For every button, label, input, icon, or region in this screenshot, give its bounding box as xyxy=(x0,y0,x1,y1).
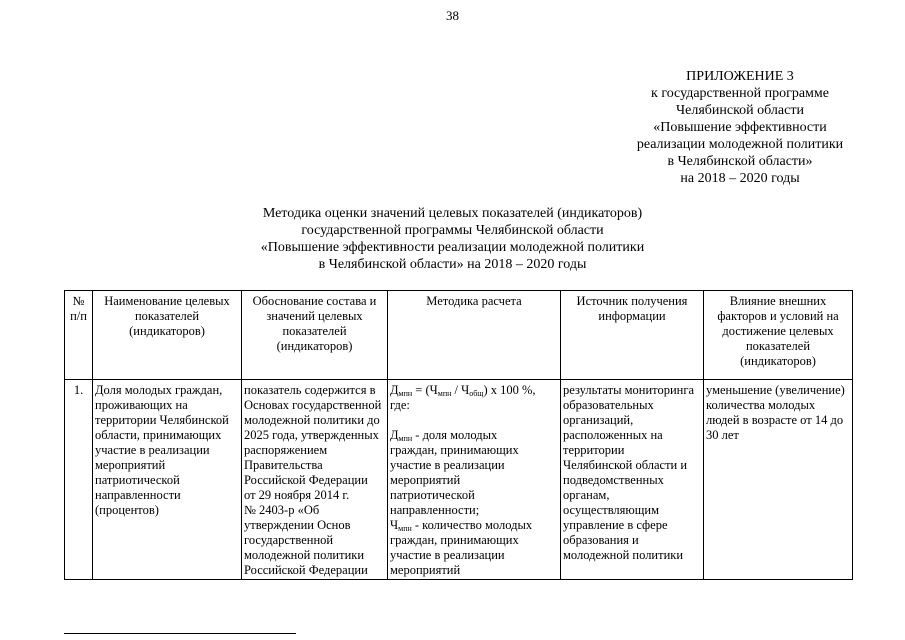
header-source: Источник получения информации xyxy=(561,291,704,380)
table-header-row xyxy=(65,291,853,380)
appendix-heading xyxy=(560,68,905,187)
appendix-line: реализации молодежной политики xyxy=(636,137,844,152)
cell-source: результаты мониторинга образовательных организаций, расположенных на территории Челябинской области и подведомственных органам, осуществляющим управление в сфере образования и молодежной политики xyxy=(561,380,704,580)
appendix-line: на 2018 – 2020 годы xyxy=(680,171,800,186)
header-num: № п/п xyxy=(65,291,93,380)
footnote-separator xyxy=(64,633,296,634)
document-title xyxy=(0,205,905,273)
method-ch-definition: $Ч_{мпн}$ - количество молодых xyxy=(390,518,533,533)
indicators-table xyxy=(64,290,853,580)
cell-num: 1. xyxy=(65,380,93,580)
title-line: Методика оценки значений целевых показателей (индикаторов) xyxy=(262,206,643,221)
header-method: Методика расчета xyxy=(388,291,561,380)
header-basis: Обоснование состава и значений целевых показателей (индикаторов) xyxy=(242,291,388,380)
appendix-line: «Повышение эффективности xyxy=(653,120,827,135)
method-where: где: xyxy=(390,398,410,412)
method-formula: $Д_{мпн} = (Ч_{мпн} / Ч_{общ})$ х 100 %, xyxy=(390,383,536,398)
title-line: «Повышение эффективности реализации молодежной политики xyxy=(260,240,645,255)
appendix-line: в Челябинской области» xyxy=(667,154,813,169)
cell-name: Доля молодых граждан, проживающих на территории Челябинской области, принимающих участие в реализации мероприятий патриотической направленности (процентов) xyxy=(93,380,242,580)
appendix-line: к государственной программе xyxy=(651,86,829,101)
header-name: Наименование целевых показателей (индикаторов) xyxy=(93,291,242,380)
method-d-definition: $Д_{мпн}$ - доля молодых xyxy=(390,428,498,443)
appendix-line: Челябинской области xyxy=(676,103,804,118)
cell-basis: показатель содержится в Основах государственной молодежной политики до 2025 года, утвержденных распоряжением Правительства Российской Федерации от 29 ноября 2014 г. № 2403-р «Об утверждении Основ государственной молодежной политики Российской Федерации xyxy=(242,380,388,580)
cell-influence: уменьшение (увеличение) количества молодых людей в возрасте от 14 до 30 лет xyxy=(704,380,853,580)
table-row xyxy=(65,380,853,580)
header-influence: Влияние внешних факторов и условий на достижение целевых показателей (индикаторов) xyxy=(704,291,853,380)
title-line: в Челябинской области» на 2018 – 2020 годы xyxy=(318,257,587,272)
appendix-line: ПРИЛОЖЕНИЕ 3 xyxy=(686,69,794,84)
page-number: 38 xyxy=(446,8,459,23)
cell-method: $Д_{мпн} = (Ч_{мпн} / Ч_{общ})$ х 100 %, где: $Д_{мпн}$ - доля молодых граждан, принимающих участие в реализации мероприятий патриотической направленности; $Ч_{мпн}$ - количество молодых граждан, принимающих участие в реализации мероприятий xyxy=(388,380,561,580)
title-line: государственной программы Челябинской области xyxy=(301,223,604,238)
